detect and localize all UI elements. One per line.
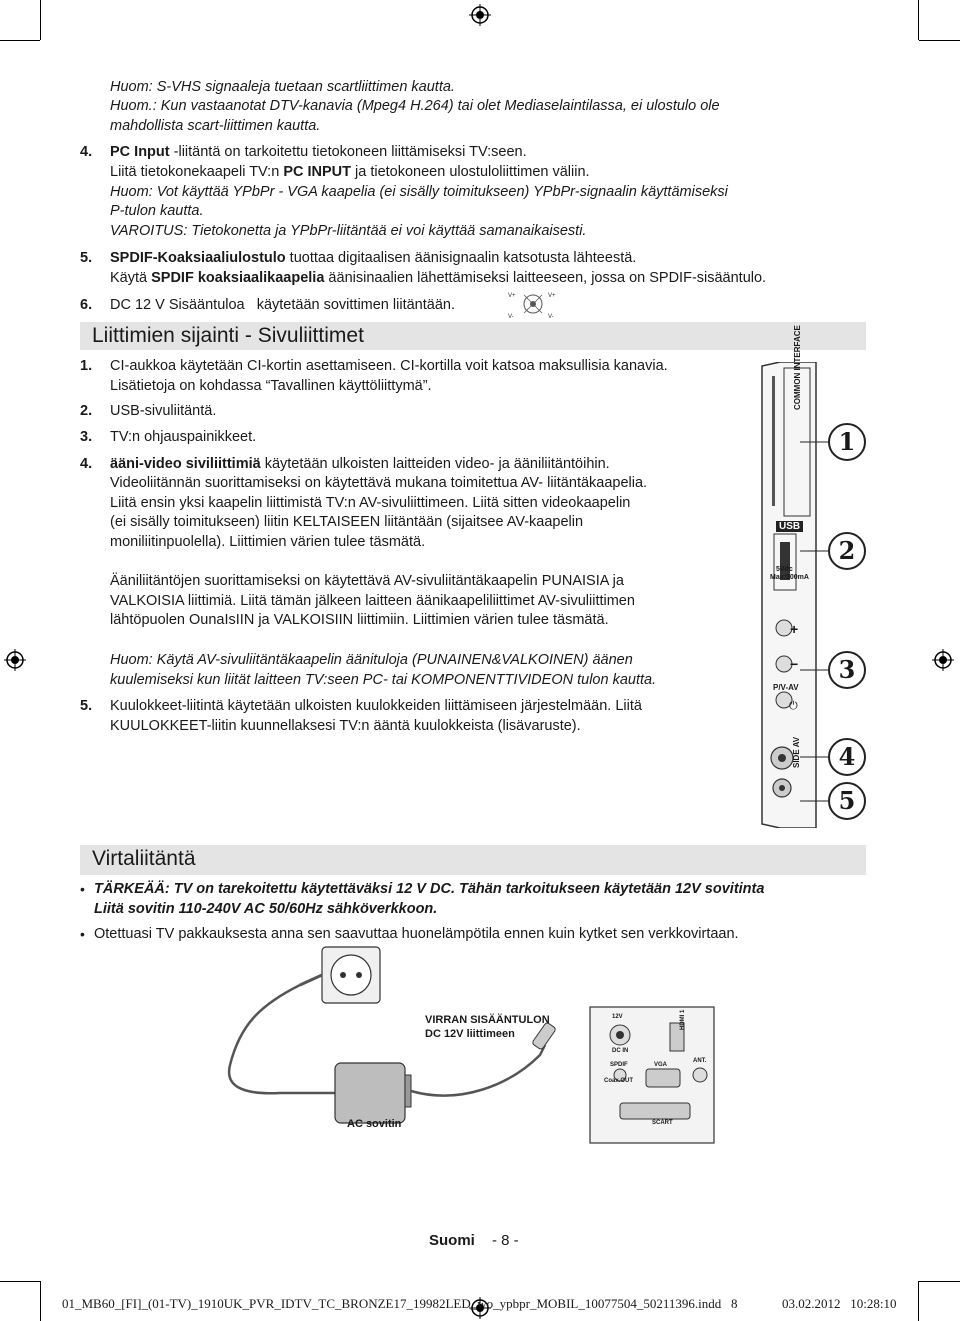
dc-input-label-2: DC 12V liittimeen bbox=[425, 1028, 515, 1040]
dc-polarity-icon bbox=[506, 289, 560, 319]
usb-spec-1: 5Vdc bbox=[776, 566, 793, 573]
important-line1: TÄRKEÄÄ: TV on tarekoitettu käytettäväksi 12 V DC. Tähän tarkoitukseen käytetään 12V sovitinta bbox=[94, 881, 765, 897]
power-connection-diagram bbox=[200, 945, 720, 1145]
crop-mark bbox=[918, 1281, 919, 1321]
item-number: 4. bbox=[80, 144, 93, 160]
item-number: 6. bbox=[80, 297, 93, 313]
dc-label-vplus: V+ bbox=[548, 293, 556, 299]
callout-1: 1 bbox=[828, 423, 866, 461]
spdif-term: SPDIF koaksiaalikaapelia bbox=[151, 270, 325, 286]
crop-mark bbox=[0, 40, 40, 41]
pc-input-text: ja tietokoneen ulostuloliittimen väliin. bbox=[350, 164, 590, 180]
crop-mark bbox=[40, 1281, 41, 1321]
dc-label-vminus: V- bbox=[508, 314, 514, 319]
item-number: 4. bbox=[80, 456, 93, 472]
dtv-note-line2: mahdollista scart-liittimen kautta. bbox=[110, 118, 321, 134]
room-temp-line: Otettuasi TV pakkauksesta anna sen saavuttaa huonelämpötila ennen kuin kytket sen verkkovirtaan. bbox=[94, 926, 739, 942]
crop-mark bbox=[919, 40, 960, 41]
crop-mark bbox=[0, 1281, 40, 1282]
adapter-label: AC sovitin bbox=[347, 1118, 402, 1130]
spdif-line1 bbox=[110, 249, 636, 267]
item-number: 2. bbox=[80, 403, 93, 419]
bullet-dot: • bbox=[80, 881, 85, 897]
dc-label-vplus: V+ bbox=[508, 293, 516, 299]
footer-date-slug: 03.02.2012 10:28:10 bbox=[782, 1296, 897, 1311]
power-icon: ⏻ bbox=[789, 700, 798, 712]
panel-vga-label: VGA bbox=[654, 1062, 668, 1068]
registration-mark-icon bbox=[469, 4, 491, 26]
dc-input-line: DC 12 V Sisääntuloa käytetään sovittimen liitäntään. bbox=[110, 297, 455, 313]
pc-input-line1 bbox=[110, 143, 527, 161]
dc-label-vminus: V- bbox=[548, 314, 554, 319]
panel-coax-label: Coax.OUT bbox=[604, 1078, 634, 1084]
spdif-text: tuottaa digitaalisen äänisignaalin katsotusta lähteestä. bbox=[285, 250, 637, 266]
usb-spec-2: Max:500mA bbox=[770, 574, 809, 581]
crop-mark bbox=[40, 0, 41, 40]
pc-input-term: PC Input bbox=[110, 144, 170, 160]
callout-2: 2 bbox=[828, 532, 866, 570]
audio-line2: VALKOISIA liittimiä. Liitä tämän jälkeen laitteen äänikaapeliliittimet AV-sivuliittimen bbox=[110, 593, 635, 609]
item-number: 5. bbox=[80, 250, 93, 266]
svhs-note: Huom: S-VHS signaaleja tuetaan scartliittimen kautta. bbox=[110, 79, 455, 95]
panel-dcin-label: DC IN bbox=[612, 1048, 629, 1054]
av-line0 bbox=[110, 455, 610, 473]
av-line3: (ei sisälly toimitukseen) liitin KELTAISEEN liitäntään (sijaitsee AV-kaapelin bbox=[110, 514, 584, 530]
footer-file-slug: 01_MB60_[FI]_(01-TV)_1910UK_PVR_IDTV_TC_BRONZE17_19982LED_wo_ypbpr_MOBIL_10077504_50211396.indd 8 bbox=[62, 1296, 738, 1311]
pc-input-text: Liitä tietokonekaapeli TV:n bbox=[110, 164, 284, 180]
callout-5: 5 bbox=[828, 782, 866, 820]
panel-scart-label: SCART bbox=[652, 1120, 673, 1126]
audio-line1: Ääniliitäntöjen suorittamiseksi on käytettävä AV-sivuliitäntäkaapelin PUNAISIA ja bbox=[110, 573, 624, 589]
ci-line2: Lisätietoja on kohdassa “Tavallinen käyttöliittymä”. bbox=[110, 378, 432, 394]
usb-label: USB bbox=[776, 521, 803, 532]
section-heading-power bbox=[80, 845, 866, 875]
pc-input-text: -liitäntä on tarkoitettu tietokoneen liittämiseksi TV:seen. bbox=[169, 144, 527, 160]
usb-line: USB-sivuliitäntä. bbox=[110, 403, 217, 419]
item-number: 3. bbox=[80, 429, 93, 445]
av-note-line1: Huom: Käytä AV-sivuliitäntäkaapelin äänituloja (PUNAINEN&VALKOINEN) äänen bbox=[110, 652, 633, 668]
side-av-label: SIDE AV bbox=[792, 736, 801, 768]
av-line1: Videoliitännän suorittamiseksi on käytettävä mukana toimitettua AV- liitäntäkaapelia. bbox=[110, 475, 648, 491]
crop-mark bbox=[919, 1281, 960, 1282]
pc-input-line2 bbox=[110, 163, 590, 181]
panel-hdmi-label: HDMI 1 bbox=[680, 1009, 686, 1030]
av-note-line2: kuulemiseksi kun liität laitteen TV:seen PC- tai KOMPONENTTIVIDEON tulon kautta. bbox=[110, 672, 657, 688]
bullet-dot: • bbox=[80, 926, 85, 942]
buttons-line: TV:n ohjauspainikkeet. bbox=[110, 429, 257, 445]
spdif-term: SPDIF-Koaksiaaliulostulo bbox=[110, 250, 286, 266]
audio-line3: lähtöpuolen OunaIsIIN ja VALKOISIIN liittimiin. Liittimien värien tulee täsmätä. bbox=[110, 612, 609, 628]
pc-input-term: PC INPUT bbox=[283, 164, 351, 180]
av-text: käytetään ulkoisten laitteiden video- ja ääniliitäntöihin. bbox=[260, 456, 610, 472]
spdif-text: äänisinaalien lähettämiseksi laitteeseen, jossa on SPDIF-sisääntulo. bbox=[324, 270, 767, 286]
volume-minus-icon: − bbox=[790, 656, 799, 672]
headphone-line2: KUULOKKEET-liitin kuunnellaksesi TV:n ääntä kuulokkeista (lisävaruste). bbox=[110, 718, 581, 734]
panel-ant-label: ANT. bbox=[693, 1058, 707, 1064]
av-term: ääni-video siviliittimiä bbox=[110, 456, 261, 472]
common-interface-label: COMMON INTERFACE bbox=[793, 325, 802, 410]
important-line2: Liitä sovitin 110-240V AC 50/60Hz sähköverkkoon. bbox=[94, 901, 438, 917]
dc-input-label-1: VIRRAN SISÄÄNTULON bbox=[425, 1014, 550, 1026]
ypbpr-note-line2: P-tulon kautta. bbox=[110, 203, 204, 219]
panel-12v-label: 12V bbox=[612, 1014, 623, 1020]
registration-mark-icon bbox=[4, 649, 26, 671]
callout-4: 4 bbox=[828, 738, 866, 776]
spdif-line2 bbox=[110, 269, 766, 287]
callout-3: 3 bbox=[828, 651, 866, 689]
dtv-note-line1: Huom.: Kun vastaanotat DTV-kanavia (Mpeg4 H.264) tai olet Mediaselaintilassa, ei ulostulo ole bbox=[110, 98, 720, 114]
av-line4: moniliitinpuolella). Liittimien värien tulee täsmätä. bbox=[110, 534, 426, 550]
ci-line1: CI-aukkoa käytetään CI-kortin asettamiseen. CI-kortilla voit katsoa maksullisia kanavia. bbox=[110, 358, 668, 374]
pav-label: P/V-AV bbox=[773, 683, 799, 692]
crop-mark bbox=[918, 0, 919, 40]
section-heading-side-connectors bbox=[80, 322, 866, 350]
volume-plus-icon: + bbox=[790, 621, 799, 637]
warning-line: VAROITUS: Tietokonetta ja YPbPr-liitäntää ei voi käyttää samanaikaisesti. bbox=[110, 223, 587, 239]
section-title: Liittimien sijainti - Sivuliittimet bbox=[92, 324, 364, 347]
panel-spdif-label: SPDIF bbox=[610, 1062, 628, 1068]
footer-page-number: - 8 - bbox=[492, 1232, 519, 1249]
spdif-text: Käytä bbox=[110, 270, 152, 286]
section-title: Virtaliitäntä bbox=[92, 847, 196, 870]
item-number: 1. bbox=[80, 358, 93, 374]
headphone-line1: Kuulokkeet-liitintä käytetään ulkoisten kuulokkeiden liittämiseen järjestelmään. Liitä bbox=[110, 698, 642, 714]
footer-language: Suomi bbox=[429, 1232, 475, 1249]
registration-mark-icon bbox=[932, 649, 954, 671]
item-number: 5. bbox=[80, 698, 93, 714]
av-line2: Liitä ensin yksi kaapelin liittimistä TV:n AV-sivuliittimeen. Liitä sitten videokaapelin bbox=[110, 495, 631, 511]
ypbpr-note-line1: Huom: Vot käyttää YPbPr - VGA kaapelia (ei sisälly toimitukseen) YPbPr-signaalin käyttämiseksi bbox=[110, 184, 728, 200]
